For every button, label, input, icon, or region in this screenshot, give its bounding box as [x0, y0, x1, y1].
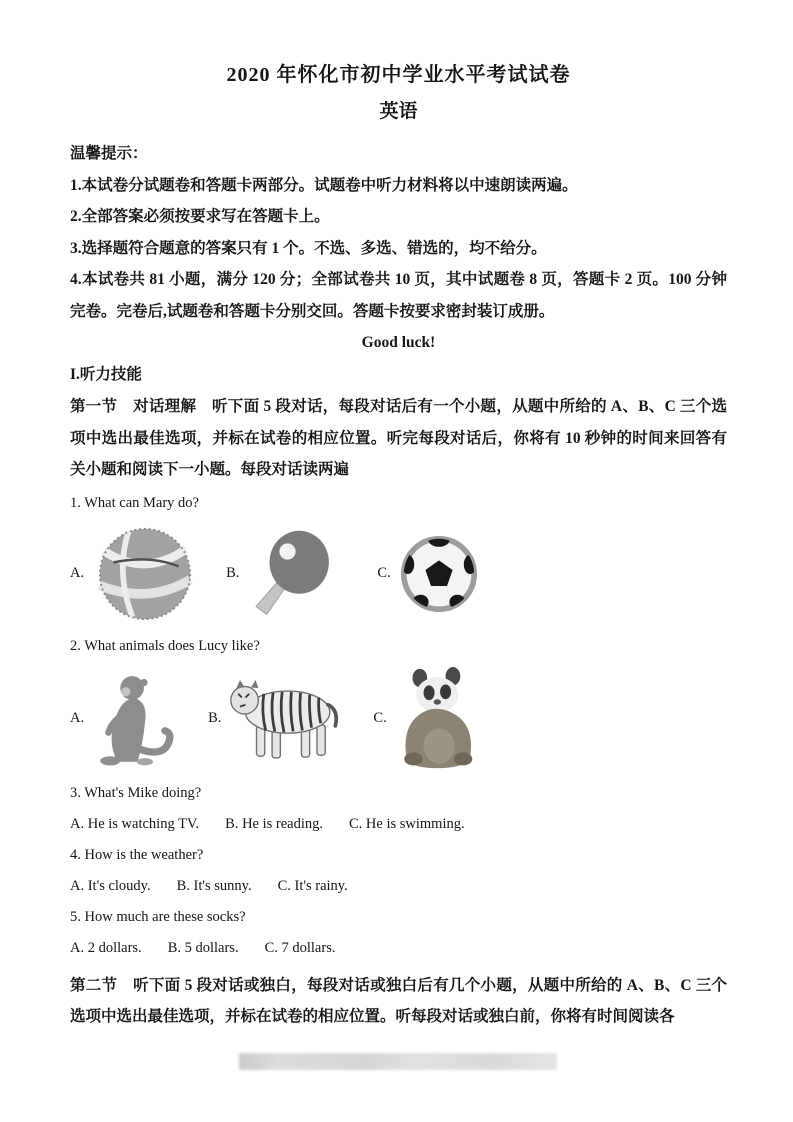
q2-option-b [208, 674, 339, 764]
question-5-text: 5. How much are these socks? [70, 908, 246, 925]
q5-option-a: A. 2 dollars. [70, 939, 142, 956]
basketball-icon [92, 526, 198, 622]
q1-option-a-label: A. [70, 565, 85, 581]
question-3-options [70, 809, 727, 840]
q2-option-c-label: C. [373, 710, 387, 726]
question-4-text: 4. How is the weather? [70, 846, 204, 863]
question-2-text: 2. What animals does Lucy like? [70, 637, 260, 654]
q3-option-a: A. He is watching TV. [70, 815, 200, 832]
question-1-image-options [70, 523, 727, 625]
q4-option-c: C. It's rainy. [277, 877, 348, 894]
good-luck-text: Good luck! [361, 334, 436, 351]
notice-heading: 温馨提示： [70, 145, 148, 162]
q3-option-b: B. He is reading. [225, 815, 324, 832]
watermark [239, 1053, 557, 1070]
question-2-image-options [70, 666, 727, 772]
page-title: 2020 年怀化市初中学业水平考试试卷 [226, 64, 571, 86]
q1-option-a [70, 526, 198, 622]
q2-option-a-label: A. [70, 710, 85, 726]
part1-intro: 第一节 对话理解 听下面 5 段对话，每段对话后有一个小题，从题中所给的 A、B、C 三个选项中选出最佳选项，并标在试卷的相应位置。听完每段对话后，你将有 10 秒钟的时间来回答有关小题和阅读下一小题。每段对话读两遍 [70, 398, 727, 478]
q3-option-c: C. He is swimming. [349, 815, 465, 832]
question-1-text: 1. What can Mary do? [70, 494, 199, 511]
table-tennis-paddle-icon [247, 529, 337, 619]
notice-line-1: 1.本试卷分试题卷和答题卡两部分。试题卷中听力材料将以中速朗读两遍。 [70, 176, 578, 194]
notice-line-3: 3.选择题符合题意的答案只有 1 个。不选、多选、错选的，均不给分。 [70, 239, 547, 257]
notice-line-2: 2.全部答案必须按要求写在答题卡上。 [70, 208, 330, 225]
q4-option-a: A. It's cloudy. [70, 877, 151, 894]
section-listening-heading: I.听力技能 [70, 366, 142, 383]
q2-option-b-label: B. [208, 710, 222, 726]
question-5-options [70, 933, 727, 964]
notice-line-4: 4.本试卷共 81 小题，满分 120 分；全部试卷共 10 页，其中试题卷 8 页，答题卡 2 页。100 分钟完卷。完卷后,试题卷和答题卡分别交回。答题卡按要求密封装订成册。 [70, 271, 727, 320]
q1-option-c-label: C. [377, 565, 391, 581]
soccer-ball-icon [399, 533, 479, 615]
q4-option-b: B. It's sunny. [176, 877, 252, 894]
q1-option-c [377, 533, 478, 615]
tiger-icon [229, 674, 339, 764]
q5-option-b: B. 5 dollars. [167, 939, 239, 956]
q2-option-c [373, 667, 486, 770]
question-4-options [70, 871, 727, 902]
q1-option-b-label: B. [226, 565, 240, 581]
q2-option-a [70, 670, 174, 767]
panda-icon [395, 667, 487, 770]
question-3-text: 3. What's Mike doing? [70, 784, 202, 801]
subject-title: 英语 [379, 101, 418, 122]
monkey-icon [92, 670, 174, 767]
q5-option-c: C. 7 dollars. [264, 939, 336, 956]
q1-option-b [226, 529, 337, 619]
part2-intro: 第二节 听下面 5 段对话或独白，每段对话或独白后有几个小题，从题中所给的 A、B、C 三个选项中选出最佳选项，并标在试卷的相应位置。听每段对话或独白前，你将有时间阅读各 [70, 976, 727, 1025]
